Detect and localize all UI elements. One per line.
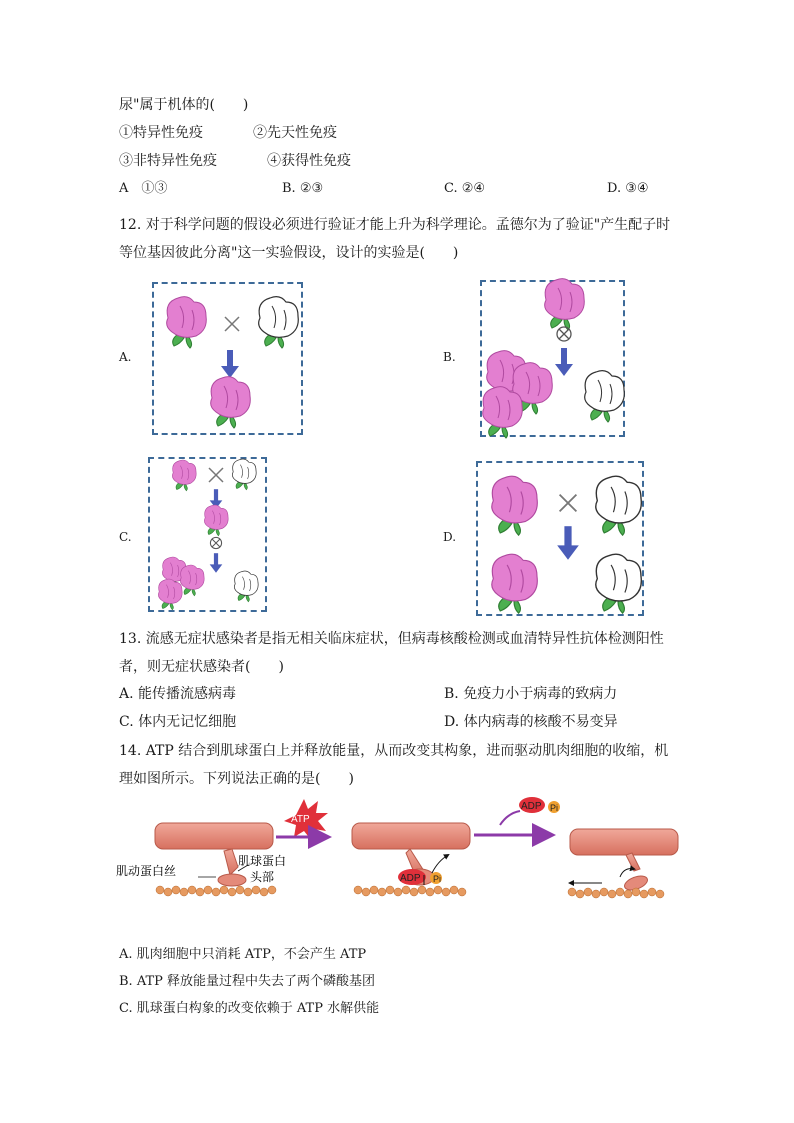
q14-option-a[interactable]: A. 肌肉细胞中只消耗 ATP，不会产生 ATP: [119, 947, 367, 962]
q12-figure-b[interactable]: [480, 280, 625, 437]
myosin-head-label-line-2: 头部: [250, 870, 275, 884]
q11-option-d[interactable]: D. ③④: [607, 181, 649, 196]
q12-label-d[interactable]: D.: [443, 530, 457, 544]
pi-bound-label: Pi: [433, 874, 442, 884]
q12-figure-d-drawing: [478, 463, 646, 618]
myosin-filament-2: [352, 823, 470, 849]
q12-figure-a[interactable]: [152, 282, 303, 435]
myosin-filament-1: [155, 823, 273, 849]
q14-stem-line-2: 理如图所示。下列说法正确的是( ): [119, 771, 354, 787]
q11-tail: 尿"属于机体的( ): [119, 97, 249, 113]
q12-label-b[interactable]: B.: [443, 350, 456, 364]
q11-option-b[interactable]: B. ②③: [282, 181, 324, 196]
q13-option-d[interactable]: D. 体内病毒的核酸不易变异: [444, 714, 618, 730]
q12-figure-a-drawing: [154, 284, 305, 437]
q13-option-b[interactable]: B. 免疫力小于病毒的致病力: [444, 686, 618, 702]
q14-option-c[interactable]: C. 肌球蛋白构象的改变依赖于 ATP 水解供能: [119, 1001, 380, 1016]
myosin-filament-3: [570, 829, 678, 855]
q11-item-2: ②先天性免疫: [253, 125, 337, 141]
q12-stem-line-1: 12. 对于科学问题的假设必须进行验证才能上升为科学理论。孟德尔为了验证"产生配子时: [119, 217, 671, 233]
q12-figure-c-drawing: [150, 459, 269, 614]
q11-option-a[interactable]: A ①③: [119, 181, 168, 196]
q11-item-4: ④获得性免疫: [267, 153, 351, 169]
q13-option-c[interactable]: C. 体内无记忆细胞: [119, 714, 237, 730]
q11-item-1: ①特异性免疫: [119, 125, 203, 141]
q14-stem-line-1: 14. ATP 结合到肌球蛋白上并释放能量，从而改变其构象，进而驱动肌肉细胞的收缩，机: [119, 743, 669, 759]
q13-stem-line-2: 者，则无症状感染者( ): [119, 659, 284, 675]
q11-item-3: ③非特异性免疫: [119, 153, 217, 169]
q13-option-a[interactable]: A. 能传播流感病毒: [119, 686, 237, 702]
q12-stem-line-2: 等位基因彼此分离"这一实验假设，设计的实验是( ): [119, 245, 459, 261]
actin-filament-1: [156, 886, 276, 896]
myosin-head-label-line-1: 肌球蛋白: [238, 854, 287, 868]
q12-label-c[interactable]: C.: [119, 530, 132, 544]
adp-released-label: ADP: [521, 801, 542, 812]
q12-figure-c[interactable]: [148, 457, 267, 612]
q12-label-a[interactable]: A.: [119, 350, 132, 364]
adp-bound-label: ADP: [400, 873, 421, 884]
q12-figure-d[interactable]: [476, 461, 644, 616]
q11-option-c[interactable]: C. ②④: [444, 181, 486, 196]
actin-label: 肌动蛋白丝: [116, 864, 177, 878]
actin-filament-3: [568, 888, 664, 898]
q14-option-b[interactable]: B. ATP 释放能量过程中失去了两个磷酸基团: [119, 974, 376, 989]
q14-figure-atp-myosin: [116, 795, 680, 915]
q12-figure-b-drawing: [482, 282, 627, 439]
atp-label: ATP: [291, 814, 310, 825]
q13-stem-line-1: 13. 流感无症状感染者是指无相关临床症状，但病毒核酸检测或血清特异性抗体检测阳性: [119, 631, 664, 647]
actin-filament-2: [354, 886, 466, 896]
pi-released-label: Pi: [550, 803, 559, 813]
